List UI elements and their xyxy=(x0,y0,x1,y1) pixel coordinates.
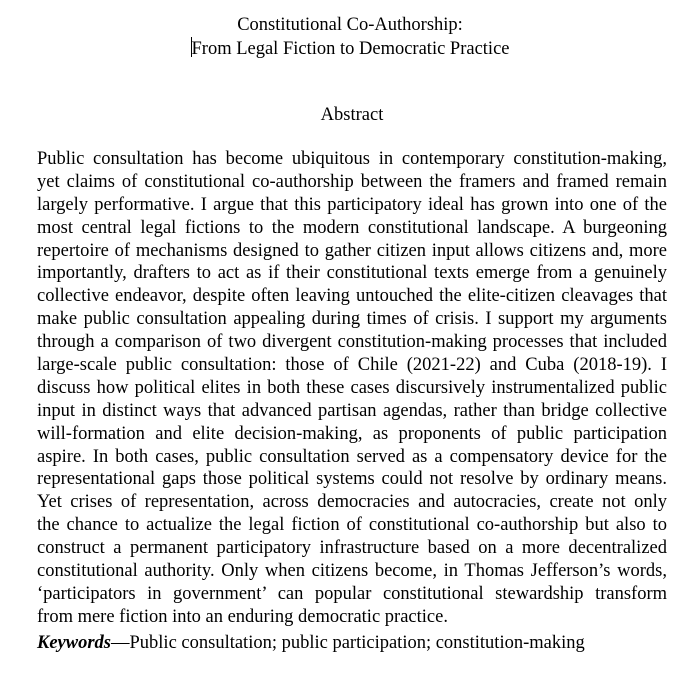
abstract-line: collective endeavor, despite often leaving untouched the elite-citizen cleavages that xyxy=(37,286,667,307)
keywords-line xyxy=(37,632,677,654)
abstract-line: make public consultation appealing during times of crisis. I support my arguments xyxy=(37,309,667,330)
abstract-line: constitutional authority. Only when citizens become, in Thomas Jefferson’s words, xyxy=(37,561,667,582)
abstract-line: large-scale public consultation: those of Chile (2021-22) and Cuba (2018-19). I xyxy=(37,355,667,376)
abstract-line: through a comparison of two divergent constitution-making processes that included xyxy=(37,332,667,353)
abstract-line: Yet crises of representation, across democracies and autocracies, create not only xyxy=(37,492,667,513)
abstract-line: the chance to actualize the legal fiction of constitutional co-authorship but also to xyxy=(37,515,667,536)
abstract-body xyxy=(37,148,667,629)
abstract-heading: Abstract xyxy=(320,105,384,125)
abstract-line: discuss how political elites in both these cases discursively instrumentalized public xyxy=(37,377,667,398)
document-title xyxy=(0,14,700,61)
title-line-2-text: From Legal Fiction to Democratic Practice xyxy=(191,39,510,59)
abstract-line: most central legal fictions to the modern constitutional landscape. A burgeoning xyxy=(37,217,667,238)
abstract-line: yet claims of constitutional co-authorship between the framers and framed remain xyxy=(37,171,667,192)
abstract-line: aspire. In both cases, public consultation served as a compensatory device for the xyxy=(37,446,667,467)
abstract-line: input in distinct ways that advanced partisan agendas, rather than bridge collective xyxy=(37,400,667,421)
keywords-label: Keywords xyxy=(37,633,111,653)
abstract-line: from mere fiction into an enduring democratic practice. xyxy=(37,606,448,627)
abstract-line: construct a permanent participatory infrastructure based on a more decentralized xyxy=(37,538,667,559)
title-line-1: Constitutional Co-Authorship: xyxy=(237,15,463,35)
abstract-line: Public consultation has become ubiquitous in contemporary constitution-making, xyxy=(37,149,667,169)
keywords-text: —Public consultation; public participation; constitution-making xyxy=(111,633,585,653)
abstract-line: ‘participators in government’ can popular constitutional stewardship transform xyxy=(37,583,667,604)
abstract-line: representational gaps those political systems could not resolve by ordinary means. xyxy=(37,469,667,490)
abstract-line: will-formation and elite decision-making, as proponents of public participation xyxy=(37,423,667,444)
abstract-line: repertoire of mechanisms designed to gather citizen input allows citizens and, more xyxy=(37,240,667,261)
abstract-line: importantly, drafters to act as if their constitutional texts emerge from a genuinely xyxy=(37,263,667,284)
abstract-line: largely performative. I argue that this participatory ideal has grown into one of the xyxy=(37,194,667,215)
title-line-2 xyxy=(0,37,700,61)
